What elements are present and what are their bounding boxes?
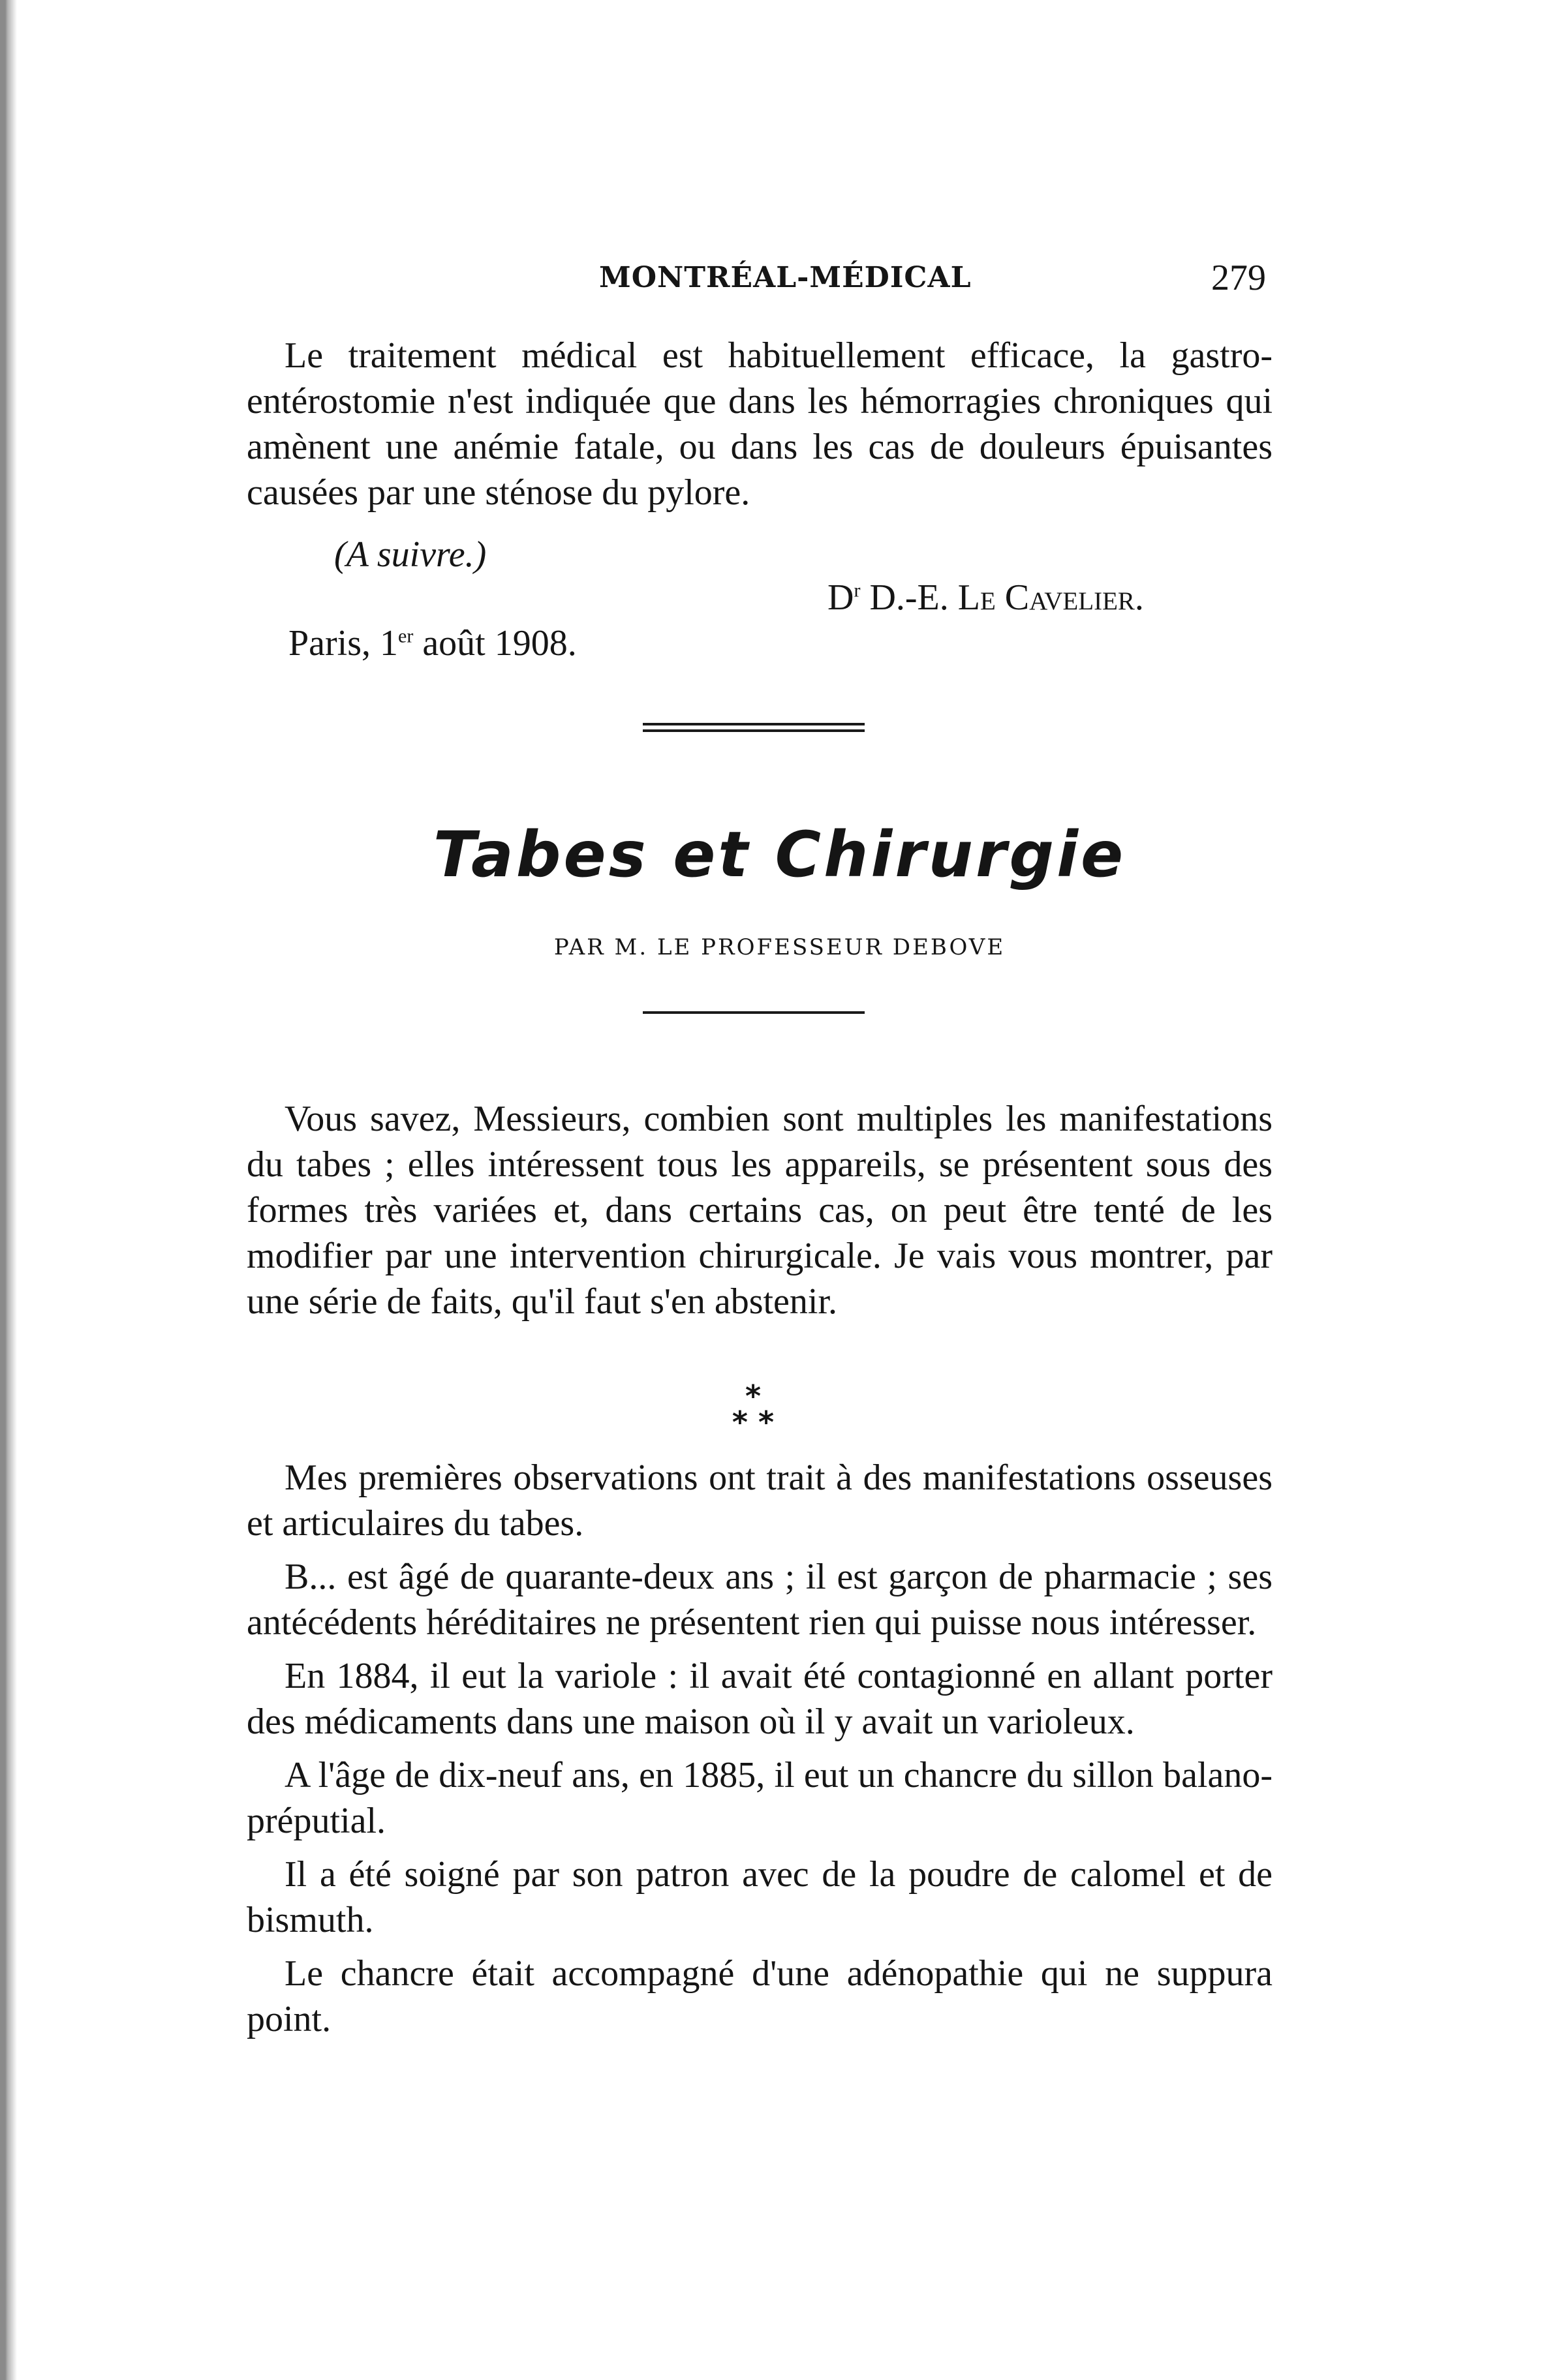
author-signature <box>827 577 1144 618</box>
section-2 <box>247 1455 1273 2050</box>
intro-section <box>247 333 1273 515</box>
rule-line <box>643 723 865 725</box>
date-sup: er <box>398 625 414 647</box>
intro-paragraph: Le traitement médical est habituellement efficace, la gastro-entérostomie n'est indiquée que dans les hémorragies chroniques qui amènent une anémie fatale, ou dans les cas de douleurs épuisantes causées par une sténose du pylore. <box>247 335 1273 513</box>
date-rest: août 1908. <box>422 623 577 664</box>
article-byline: PAR M. LE PROFESSEUR DEBOVE <box>553 934 1006 960</box>
rule-line <box>643 729 865 732</box>
paragraph: Il a été soigné par son patron avec de la poudre de calomel et de bismuth. <box>247 1854 1273 1940</box>
paragraph: Le chancre était accompagné d'une adénopathie qui ne suppura point. <box>247 1953 1273 2039</box>
paragraph: Mes premières observations ont trait à des manifestations osseuses et articulaires du tabes. <box>247 1457 1273 1544</box>
paragraph: En 1884, il eut la variole : il avait été contagionné en allant porter des médicaments dans une maison où il y avait un varioleux. <box>247 1656 1273 1742</box>
running-head: MONTRÉAL-MÉDICAL <box>599 261 972 294</box>
section-1-paragraph: Vous savez, Messieurs, combien sont multiples les manifestations du tabes ; elles intéressent tous les appareils, se présentent sous des formes très variées et, dans certains cas, on peut être tenté de les modifier par une intervention chirurgicale. Je vais vous montrer, par une série de faits, qu'il faut s'en abstenir. <box>247 1099 1273 1322</box>
asterism-top: * <box>745 1379 762 1414</box>
signature-prefix-sup: r <box>854 579 861 602</box>
article-title: Tabes et Chirurgie <box>433 818 1126 891</box>
to-be-continued: (A suivre.) <box>334 534 487 575</box>
dateline <box>288 622 577 664</box>
asterism-bottom: * * <box>732 1405 775 1440</box>
asterism-divider <box>714 1379 792 1440</box>
section-1 <box>247 1096 1273 1324</box>
page-header <box>247 258 1273 307</box>
paragraph: A l'âge de dix-neuf ans, en 1885, il eut un chancre du sillon balano-préputial. <box>247 1755 1273 1841</box>
signature-name: D.-E. Le Cavelier. <box>869 577 1144 618</box>
date-prefix: Paris, 1 <box>288 623 398 664</box>
short-rule-divider <box>643 1011 865 1014</box>
binding-edge <box>0 0 17 2380</box>
double-rule-divider <box>643 723 865 736</box>
signature-prefix: D <box>827 577 854 618</box>
paragraph: B... est âgé de quarante-deux ans ; il est garçon de pharmacie ; ses antécédents héréditaires ne présentent rien qui puisse nous intéresser. <box>247 1557 1273 1643</box>
page-number: 279 <box>1211 258 1266 298</box>
